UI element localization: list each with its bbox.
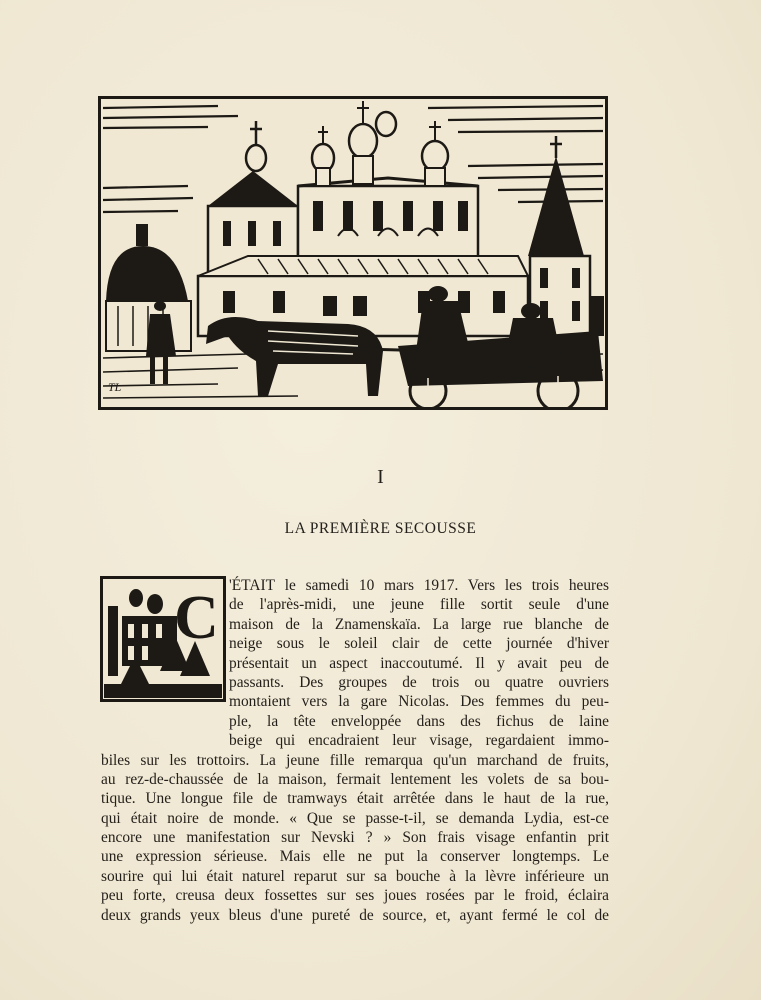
text-line: montaient vers la gare Nicolas. Des femmes du peu-: [229, 693, 609, 711]
text-line: neige sous le soleil clair de cette journée d'hiver: [229, 635, 609, 653]
text-line: tique. Une longue file de tramways était arrêtée dans le haut de la rue,: [101, 790, 609, 808]
text-line: peu forte, creusa deux fossettes sur ses joues rosées par le froid, éclaira: [101, 887, 609, 905]
text-line: 'ÉTAIT le samedi 10 mars 1917. Vers les trois heures: [229, 577, 609, 594]
text-line: au rez-de-chaussée de la maison, fermait lentement les volets de sa bou-: [101, 770, 609, 788]
chapter-number: I: [377, 466, 384, 488]
first-word: 'ÉTAIT: [229, 577, 275, 594]
text-line: maison de la Znamenskaïa. La large rue blanche de: [229, 615, 609, 633]
text-line: ple, la tête enveloppée dans des fichus de laine: [229, 712, 609, 730]
text-line: de l'après-midi, une jeune fille sortit seule d'une: [229, 596, 609, 614]
woodcut-illustration: [98, 96, 608, 410]
text-line: encore une manifestation sur Nevski ? » Son frais visage enfantin prit: [101, 829, 609, 847]
text-line: sourire qui lui était naturel reparut sur sa bouche à la lèvre inférieure un: [101, 867, 609, 885]
text-line: beige qui encadraient leur visage, regardaient immo-: [229, 732, 609, 750]
text-line: passants. Des groupes de trois ou quatre ouvriers: [229, 673, 609, 691]
text-line: deux grands yeux bleus d'une pureté de source, et, ayant fermé le col de: [101, 906, 609, 924]
text-line: biles sur les trottoirs. La jeune fille remarqua qu'un marchand de fruits,: [101, 751, 609, 769]
chapter-title: LA PREMIÈRE SECOUSSE: [284, 520, 477, 537]
text-line: une expression sérieuse. Mais elle ne put la conserver longtemps. Le: [101, 848, 609, 866]
chapter-body-text: [101, 576, 609, 925]
text-line: qui était noire de monde. « Que se passe-t-il, se demanda Lydia, est-ce: [101, 809, 609, 827]
artist-signature: TL: [108, 380, 122, 394]
text-line: présentait un aspect inaccoutumé. Il y avait peu de: [229, 654, 609, 672]
dropcap-letter: C: [174, 584, 219, 652]
